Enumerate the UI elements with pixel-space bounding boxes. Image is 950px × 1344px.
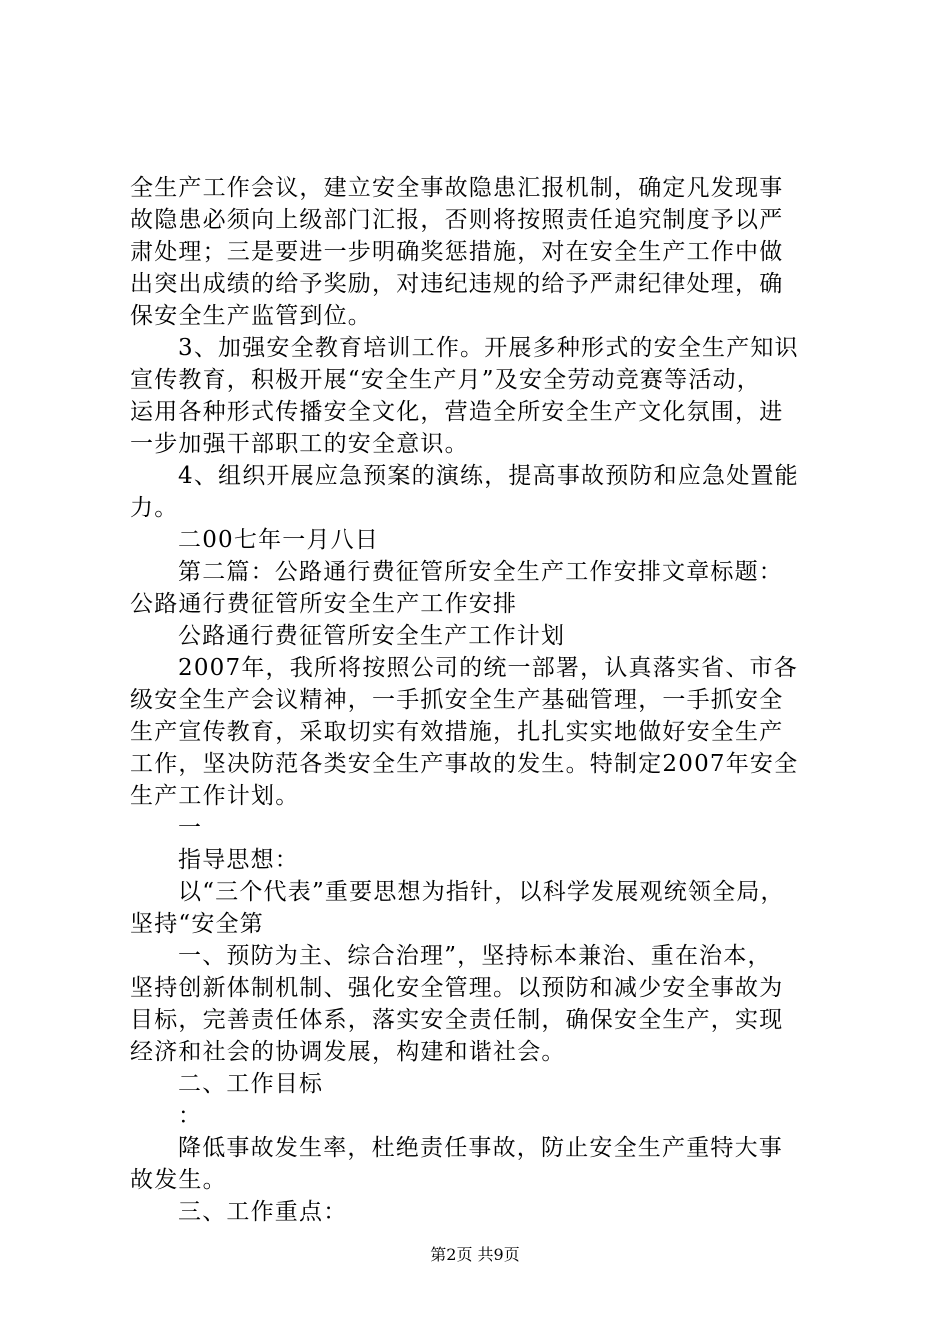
- text-line: 公路通行费征管所安全生产工作计划: [178, 623, 566, 649]
- text-line: 二、工作目标: [178, 1071, 324, 1097]
- document-body: [130, 172, 830, 1228]
- text-line: 全生产工作会议，建立安全事故隐患汇报机制，确定凡发现事: [130, 175, 784, 201]
- text-line: 出突出成绩的给予奖励，对违纪违规的给予严肃纪律处理，确: [130, 271, 784, 297]
- text-line: 经济和社会的协调发展，构建和谐社会。: [130, 1039, 566, 1065]
- text-line: 坚持创新体制机制、强化安全管理。以预防和减少安全事故为: [130, 975, 784, 1001]
- text-line: 力。: [130, 495, 179, 521]
- text-line: 降低事故发生率，杜绝责任事故，防止安全生产重特大事: [178, 1135, 783, 1161]
- text-line: 二00七年一月八日: [178, 527, 380, 553]
- text-line: 一步加强干部职工的安全意识。: [130, 431, 469, 457]
- text-line: 生产宣传教育，采取切实有效措施，扎扎实实地做好安全生产: [130, 719, 784, 745]
- text-line: 级安全生产会议精神，一手抓安全生产基础管理，一手抓安全: [130, 687, 784, 713]
- text-line: 运用各种形式传播安全文化，营造全所安全生产文化氛围，进: [130, 399, 784, 425]
- text-line: 以“三个代表”重要思想为指针，以科学发展观统领全局，: [178, 879, 785, 905]
- text-line: 4、组织开展应急预案的演练，提高事故预防和应急处置能: [178, 463, 799, 489]
- text-line: ：: [178, 1103, 203, 1129]
- text-line: 工作，坚决防范各类安全生产事故的发生。特制定2007年安全: [130, 751, 799, 777]
- text-line: 生产工作计划。: [130, 783, 300, 809]
- page-number: 第2页 共9页: [430, 1245, 520, 1264]
- text-line: 第二篇：公路通行费征管所安全生产工作安排文章标题：: [178, 559, 783, 585]
- text-line: 三、工作重点：: [178, 1199, 348, 1225]
- text-line: 保安全生产监管到位。: [130, 303, 372, 329]
- text-line: 故隐患必须向上级部门汇报，否则将按照责任追究制度予以严: [130, 207, 784, 233]
- text-line: 指导思想：: [178, 847, 299, 873]
- text-line: 一、预防为主、综合治理”，坚持标本兼治、重在治本，: [178, 943, 772, 969]
- text-line: 肃处理；三是要进一步明确奖惩措施，对在安全生产工作中做: [130, 239, 784, 265]
- text-line: 一: [178, 815, 203, 841]
- text-line: 2007年，我所将按照公司的统一部署，认真落实省、市各: [178, 655, 798, 681]
- text-line: 故发生。: [130, 1167, 227, 1193]
- text-line: 宣传教育，积极开展“安全生产月”及安全劳动竞赛等活动，: [130, 367, 761, 393]
- text-line: 公路通行费征管所安全生产工作安排: [130, 591, 518, 617]
- text-line: 目标，完善责任体系，落实安全责任制，确保安全生产，实现: [130, 1007, 784, 1033]
- text-line: 3、加强安全教育培训工作。开展多种形式的安全生产知识: [178, 335, 799, 361]
- text-line: 坚持“安全第: [130, 911, 264, 937]
